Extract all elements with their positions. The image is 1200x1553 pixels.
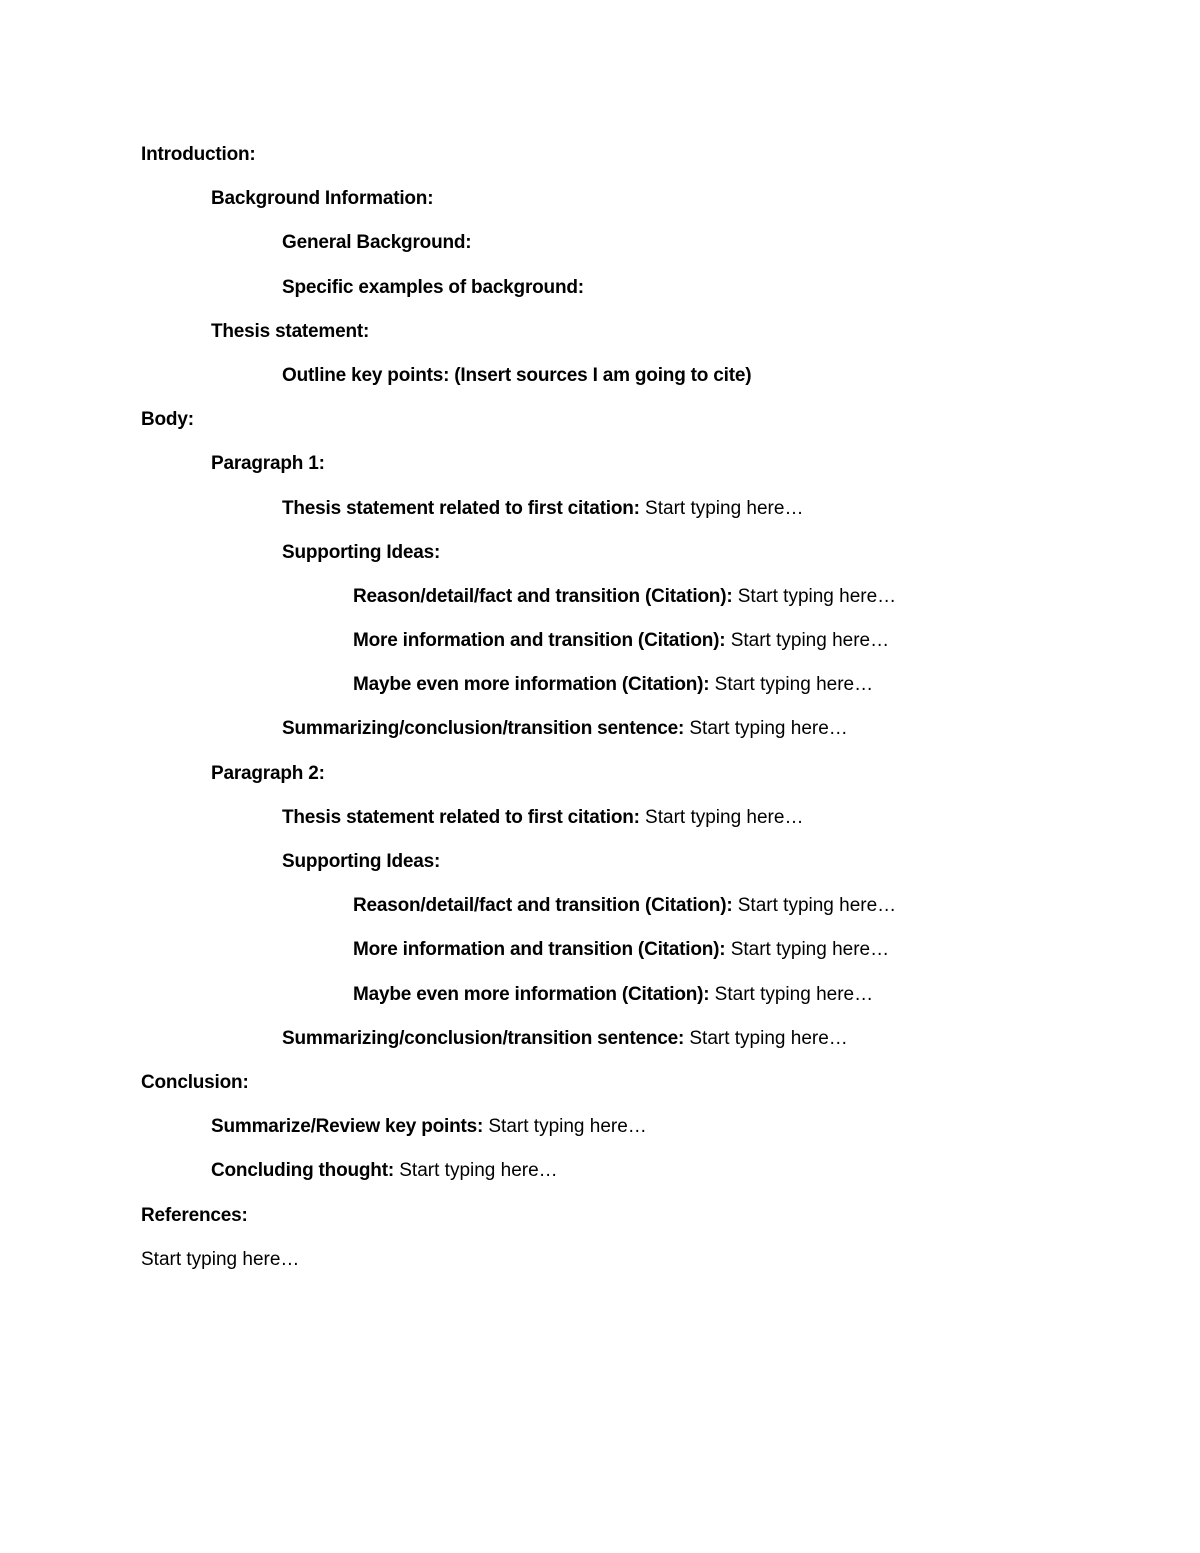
paragraph-1-maybe-placeholder[interactable]: Start typing here… xyxy=(709,674,874,696)
specific-examples-label: Specific examples of background: xyxy=(282,276,584,298)
summarize-key-points-line[interactable] xyxy=(141,1110,1141,1154)
paragraph-2-heading xyxy=(141,757,1141,801)
paragraph-2-thesis-line[interactable] xyxy=(141,801,1141,845)
paragraph-2-more-label: More information and transition (Citation): xyxy=(353,939,726,961)
background-information-heading xyxy=(141,182,1141,226)
paragraph-2-thesis-placeholder[interactable]: Start typing here… xyxy=(639,806,804,828)
references-line[interactable] xyxy=(141,1243,1141,1287)
paragraph-2-maybe-label: Maybe even more information (Citation): xyxy=(353,983,710,1005)
paragraph-1-summary-label: Summarizing/conclusion/transition sentence: xyxy=(282,718,685,740)
paragraph-1-reason-placeholder[interactable]: Start typing here… xyxy=(732,585,897,607)
paragraph-2-supporting-heading xyxy=(141,845,1141,889)
paragraph-1-summary-line[interactable] xyxy=(141,712,1141,756)
paragraph-1-reason-label: Reason/detail/fact and transition (Citation): xyxy=(353,585,733,607)
paragraph-2-reason-label: Reason/detail/fact and transition (Citation): xyxy=(353,895,733,917)
paragraph-2-summary-label: Summarizing/conclusion/transition sentence: xyxy=(282,1027,685,1049)
summarize-key-points-label: Summarize/Review key points: xyxy=(211,1116,484,1138)
paragraph-2-thesis-label: Thesis statement related to first citation: xyxy=(282,806,640,828)
outline-key-points-line xyxy=(141,359,1141,403)
paragraph-2-supporting-label: Supporting Ideas: xyxy=(282,851,441,872)
paragraph-1-thesis-placeholder[interactable]: Start typing here… xyxy=(639,497,804,519)
paragraph-1-more-placeholder[interactable]: Start typing here… xyxy=(725,630,890,652)
concluding-thought-label: Concluding thought: xyxy=(211,1160,394,1182)
paragraph-1-heading xyxy=(141,447,1141,491)
conclusion-heading xyxy=(141,1066,1141,1110)
introduction-heading xyxy=(141,138,1141,182)
background-information-label: Background Information: xyxy=(211,188,434,210)
outline-key-points-label: Outline key points: (Insert sources I am going to cite) xyxy=(282,364,752,386)
conclusion-heading-label: Conclusion: xyxy=(141,1071,249,1093)
introduction-heading-label: Introduction: xyxy=(141,144,256,165)
references-placeholder[interactable]: Start typing here… xyxy=(141,1248,300,1270)
paragraph-1-summary-placeholder[interactable]: Start typing here… xyxy=(684,718,848,740)
paragraph-2-reason-placeholder[interactable]: Start typing here… xyxy=(732,895,897,917)
paragraph-1-more-label: More information and transition (Citation): xyxy=(353,630,726,652)
paragraph-1-thesis-label: Thesis statement related to first citation: xyxy=(282,497,640,519)
paragraph-2-maybe-placeholder[interactable]: Start typing here… xyxy=(709,983,874,1005)
specific-examples-line xyxy=(141,271,1141,315)
paragraph-2-more-line[interactable] xyxy=(141,933,1141,977)
thesis-statement-label: Thesis statement: xyxy=(211,320,370,342)
paragraph-1-maybe-line[interactable] xyxy=(141,668,1141,712)
summarize-key-points-placeholder[interactable]: Start typing here… xyxy=(483,1116,647,1138)
paragraph-2-label: Paragraph 2: xyxy=(211,762,325,784)
paragraph-1-reason-line[interactable] xyxy=(141,580,1141,624)
thesis-statement-heading xyxy=(141,315,1141,359)
paragraph-1-more-line[interactable] xyxy=(141,624,1141,668)
general-background-line xyxy=(141,226,1141,270)
concluding-thought-line[interactable] xyxy=(141,1154,1141,1198)
general-background-label: General Background: xyxy=(282,232,472,254)
body-heading-label: Body: xyxy=(141,409,194,431)
references-heading-label: References: xyxy=(141,1204,248,1226)
body-heading xyxy=(141,403,1141,447)
essay-outline xyxy=(141,138,1141,1287)
paragraph-1-thesis-line[interactable] xyxy=(141,492,1141,536)
paragraph-1-label: Paragraph 1: xyxy=(211,453,325,475)
paragraph-2-reason-line[interactable] xyxy=(141,889,1141,933)
paragraph-2-maybe-line[interactable] xyxy=(141,978,1141,1022)
concluding-thought-placeholder[interactable]: Start typing here… xyxy=(393,1160,558,1182)
paragraph-2-summary-placeholder[interactable]: Start typing here… xyxy=(684,1027,848,1049)
paragraph-2-more-placeholder[interactable]: Start typing here… xyxy=(725,939,890,961)
paragraph-1-supporting-label: Supporting Ideas: xyxy=(282,541,441,563)
paragraph-1-maybe-label: Maybe even more information (Citation): xyxy=(353,674,710,696)
paragraph-1-supporting-heading xyxy=(141,536,1141,580)
paragraph-2-summary-line[interactable] xyxy=(141,1022,1141,1066)
references-heading xyxy=(141,1199,1141,1243)
